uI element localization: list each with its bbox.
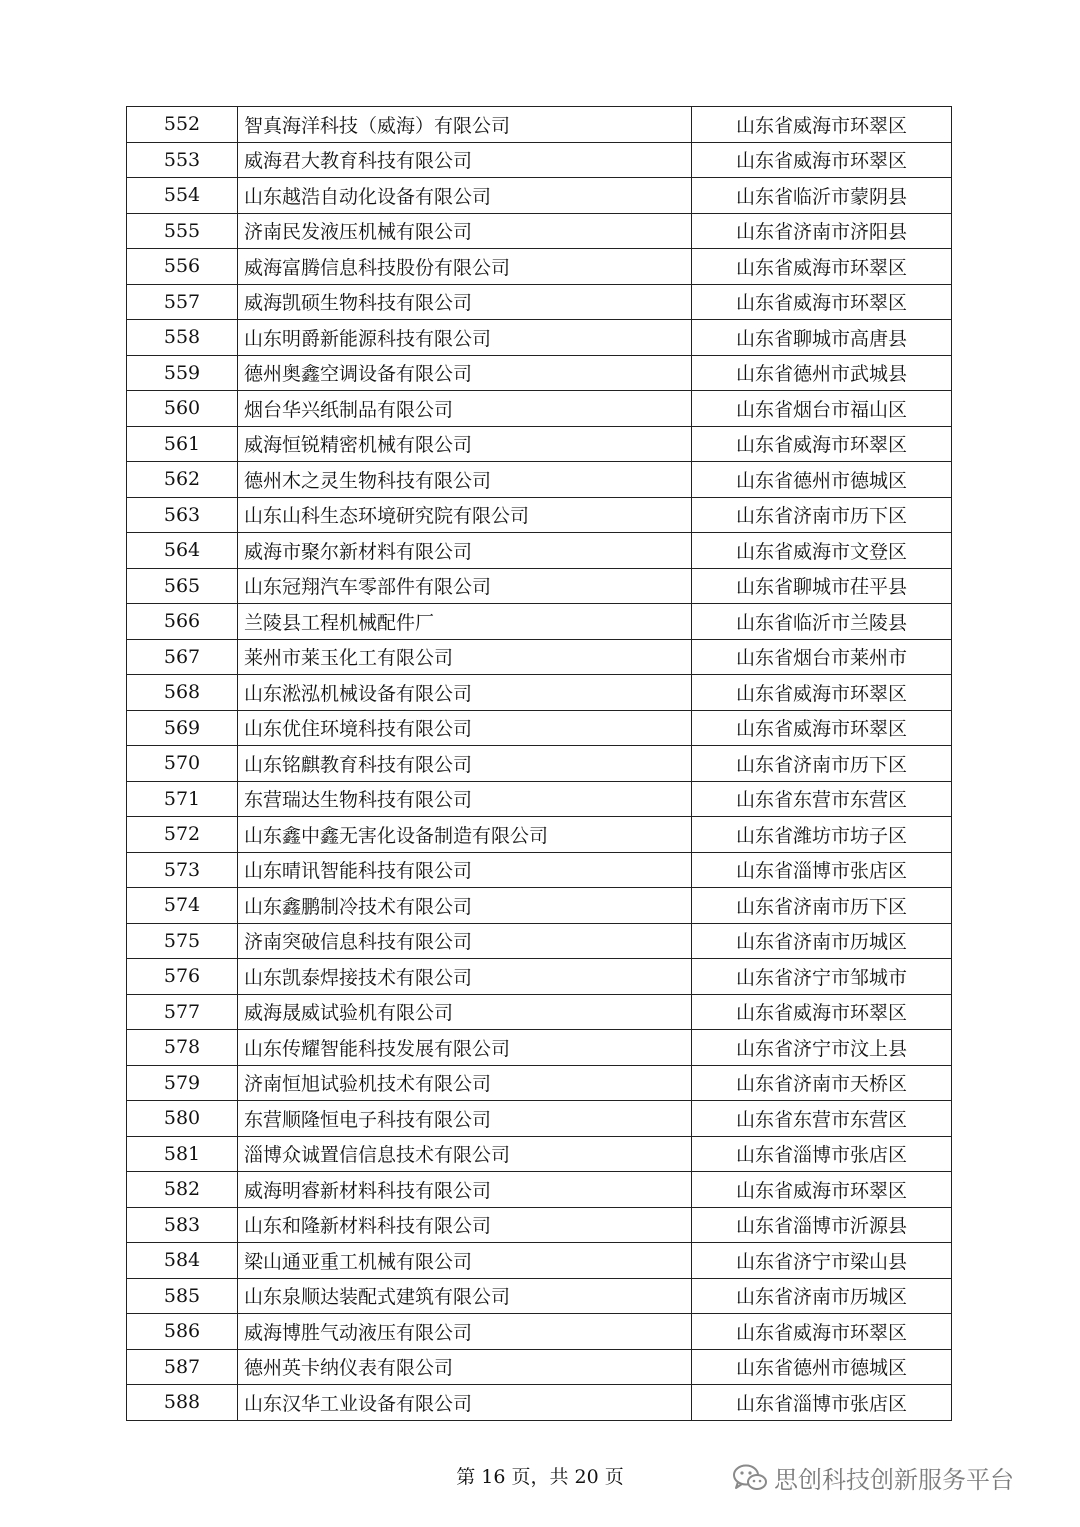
- row-number: 582: [127, 1172, 238, 1208]
- company-location: 山东省济南市历城区: [692, 1278, 952, 1314]
- company-name: 威海富腾信息科技股份有限公司: [238, 249, 692, 285]
- table-row: [127, 781, 952, 817]
- table-row: [127, 746, 952, 782]
- company-name: 山东明爵新能源科技有限公司: [238, 320, 692, 356]
- company-name: 山东晴讯智能科技有限公司: [238, 852, 692, 888]
- company-location: 山东省淄博市张店区: [692, 1136, 952, 1172]
- company-location: 山东省威海市环翠区: [692, 426, 952, 462]
- company-name: 山东冠翔汽车零部件有限公司: [238, 568, 692, 604]
- row-number: 587: [127, 1349, 238, 1385]
- row-number: 553: [127, 142, 238, 178]
- company-location: 山东省聊城市茌平县: [692, 568, 952, 604]
- company-name: 兰陵县工程机械配件厂: [238, 604, 692, 640]
- table-row: [127, 675, 952, 711]
- company-location: 山东省烟台市福山区: [692, 391, 952, 427]
- company-location: 山东省威海市文登区: [692, 533, 952, 569]
- company-name: 梁山通亚重工机械有限公司: [238, 1243, 692, 1279]
- watermark-text: 思创科技创新服务平台: [774, 1466, 1014, 1494]
- company-location: 山东省德州市德城区: [692, 1349, 952, 1385]
- row-number: 574: [127, 888, 238, 924]
- row-number: 563: [127, 497, 238, 533]
- company-name: 东营顺隆恒电子科技有限公司: [238, 1101, 692, 1137]
- table-row: [127, 817, 952, 853]
- table-row: [127, 355, 952, 391]
- company-name: 济南民发液压机械有限公司: [238, 213, 692, 249]
- table-row: [127, 604, 952, 640]
- row-number: 552: [127, 107, 238, 143]
- table-row: [127, 284, 952, 320]
- company-name: 济南突破信息科技有限公司: [238, 923, 692, 959]
- table-row: [127, 178, 952, 214]
- row-number: 581: [127, 1136, 238, 1172]
- company-name: 济南恒旭试验机技术有限公司: [238, 1065, 692, 1101]
- table-row: [127, 1065, 952, 1101]
- company-location: 山东省威海市环翠区: [692, 994, 952, 1030]
- row-number: 557: [127, 284, 238, 320]
- company-location: 山东省威海市环翠区: [692, 107, 952, 143]
- company-location: 山东省潍坊市坊子区: [692, 817, 952, 853]
- row-number: 561: [127, 426, 238, 462]
- company-name: 威海博胜气动液压有限公司: [238, 1314, 692, 1350]
- company-name: 德州奥鑫空调设备有限公司: [238, 355, 692, 391]
- company-name: 德州英卡纳仪表有限公司: [238, 1349, 692, 1385]
- table-row: [127, 1136, 952, 1172]
- company-location: 山东省德州市武城县: [692, 355, 952, 391]
- company-name: 山东鑫鹏制冷技术有限公司: [238, 888, 692, 924]
- table-row: [127, 1314, 952, 1350]
- table-row: [127, 1207, 952, 1243]
- table-row: [127, 391, 952, 427]
- table-row: [127, 888, 952, 924]
- row-number: 559: [127, 355, 238, 391]
- row-number: 573: [127, 852, 238, 888]
- company-name: 威海君大教育科技有限公司: [238, 142, 692, 178]
- company-name: 山东铭麒教育科技有限公司: [238, 746, 692, 782]
- company-location: 山东省东营市东营区: [692, 781, 952, 817]
- row-number: 554: [127, 178, 238, 214]
- row-number: 564: [127, 533, 238, 569]
- row-number: 578: [127, 1030, 238, 1066]
- company-name: 山东和隆新材料科技有限公司: [238, 1207, 692, 1243]
- row-number: 562: [127, 462, 238, 498]
- company-name: 山东山科生态环境研究院有限公司: [238, 497, 692, 533]
- row-number: 575: [127, 923, 238, 959]
- company-name: 威海明睿新材料科技有限公司: [238, 1172, 692, 1208]
- company-name: 莱州市莱玉化工有限公司: [238, 639, 692, 675]
- company-location: 山东省淄博市张店区: [692, 1385, 952, 1421]
- table-row: [127, 710, 952, 746]
- row-number: 576: [127, 959, 238, 995]
- table-row: [127, 213, 952, 249]
- row-number: 560: [127, 391, 238, 427]
- company-name: 东营瑞达生物科技有限公司: [238, 781, 692, 817]
- row-number: 555: [127, 213, 238, 249]
- company-name: 山东传耀智能科技发展有限公司: [238, 1030, 692, 1066]
- company-name: 威海恒锐精密机械有限公司: [238, 426, 692, 462]
- row-number: 577: [127, 994, 238, 1030]
- company-name: 威海市聚尔新材料有限公司: [238, 533, 692, 569]
- table-row: [127, 142, 952, 178]
- table-row: [127, 852, 952, 888]
- company-name: 山东越浩自动化设备有限公司: [238, 178, 692, 214]
- company-location: 山东省济南市历下区: [692, 497, 952, 533]
- table-row: [127, 1349, 952, 1385]
- row-number: 586: [127, 1314, 238, 1350]
- table-row: [127, 1030, 952, 1066]
- row-number: 570: [127, 746, 238, 782]
- company-location: 山东省烟台市莱州市: [692, 639, 952, 675]
- company-location: 山东省威海市环翠区: [692, 142, 952, 178]
- table-row: [127, 426, 952, 462]
- company-name: 山东优住环境科技有限公司: [238, 710, 692, 746]
- page-number: 第 16 页，共 20 页: [456, 1466, 624, 1488]
- table-row: [127, 320, 952, 356]
- table-row: [127, 497, 952, 533]
- company-location: 山东省济南市济阳县: [692, 213, 952, 249]
- company-name: 淄博众诚置信信息技术有限公司: [238, 1136, 692, 1172]
- table-row: [127, 568, 952, 604]
- table-row: [127, 1385, 952, 1421]
- company-name: 山东凯泰焊接技术有限公司: [238, 959, 692, 995]
- table-row: [127, 1172, 952, 1208]
- company-location: 山东省济宁市梁山县: [692, 1243, 952, 1279]
- company-location: 山东省临沂市蒙阴县: [692, 178, 952, 214]
- table-row: [127, 249, 952, 285]
- company-name: 威海晟威试验机有限公司: [238, 994, 692, 1030]
- company-location: 山东省济南市历下区: [692, 888, 952, 924]
- row-number: 566: [127, 604, 238, 640]
- company-location: 山东省威海市环翠区: [692, 675, 952, 711]
- company-location: 山东省淄博市张店区: [692, 852, 952, 888]
- company-location: 山东省济宁市邹城市: [692, 959, 952, 995]
- table-row: [127, 639, 952, 675]
- row-number: 588: [127, 1385, 238, 1421]
- row-number: 580: [127, 1101, 238, 1137]
- company-location: 山东省威海市环翠区: [692, 249, 952, 285]
- table-row: [127, 1101, 952, 1137]
- company-location: 山东省临沂市兰陵县: [692, 604, 952, 640]
- row-number: 565: [127, 568, 238, 604]
- table-row: [127, 462, 952, 498]
- row-number: 568: [127, 675, 238, 711]
- company-name: 山东淞泓机械设备有限公司: [238, 675, 692, 711]
- company-name: 智真海洋科技（威海）有限公司: [238, 107, 692, 143]
- company-location: 山东省聊城市高唐县: [692, 320, 952, 356]
- table-body: [127, 107, 952, 1421]
- company-location: 山东省德州市德城区: [692, 462, 952, 498]
- row-number: 556: [127, 249, 238, 285]
- table-row: [127, 1278, 952, 1314]
- row-number: 571: [127, 781, 238, 817]
- company-name: 山东鑫中鑫无害化设备制造有限公司: [238, 817, 692, 853]
- table-row: [127, 533, 952, 569]
- row-number: 558: [127, 320, 238, 356]
- company-location: 山东省威海市环翠区: [692, 1314, 952, 1350]
- row-number: 584: [127, 1243, 238, 1279]
- table-row: [127, 994, 952, 1030]
- company-name: 威海凯硕生物科技有限公司: [238, 284, 692, 320]
- company-location: 山东省济南市历城区: [692, 923, 952, 959]
- company-name: 山东泉顺达装配式建筑有限公司: [238, 1278, 692, 1314]
- row-number: 572: [127, 817, 238, 853]
- company-name: 德州木之灵生物科技有限公司: [238, 462, 692, 498]
- watermark: [732, 1460, 1014, 1495]
- table-row: [127, 1243, 952, 1279]
- company-location: 山东省威海市环翠区: [692, 710, 952, 746]
- company-location: 山东省济宁市汶上县: [692, 1030, 952, 1066]
- company-table: [126, 106, 952, 1421]
- company-location: 山东省威海市环翠区: [692, 1172, 952, 1208]
- row-number: 583: [127, 1207, 238, 1243]
- company-name: 山东汉华工业设备有限公司: [238, 1385, 692, 1421]
- table-row: [127, 959, 952, 995]
- row-number: 567: [127, 639, 238, 675]
- row-number: 585: [127, 1278, 238, 1314]
- table-row: [127, 107, 952, 143]
- company-location: 山东省济南市天桥区: [692, 1065, 952, 1101]
- company-location: 山东省威海市环翠区: [692, 284, 952, 320]
- wechat-icon: [732, 1463, 768, 1493]
- company-location: 山东省淄博市沂源县: [692, 1207, 952, 1243]
- company-location: 山东省济南市历下区: [692, 746, 952, 782]
- company-name: 烟台华兴纸制品有限公司: [238, 391, 692, 427]
- row-number: 579: [127, 1065, 238, 1101]
- table-row: [127, 923, 952, 959]
- row-number: 569: [127, 710, 238, 746]
- company-location: 山东省东营市东营区: [692, 1101, 952, 1137]
